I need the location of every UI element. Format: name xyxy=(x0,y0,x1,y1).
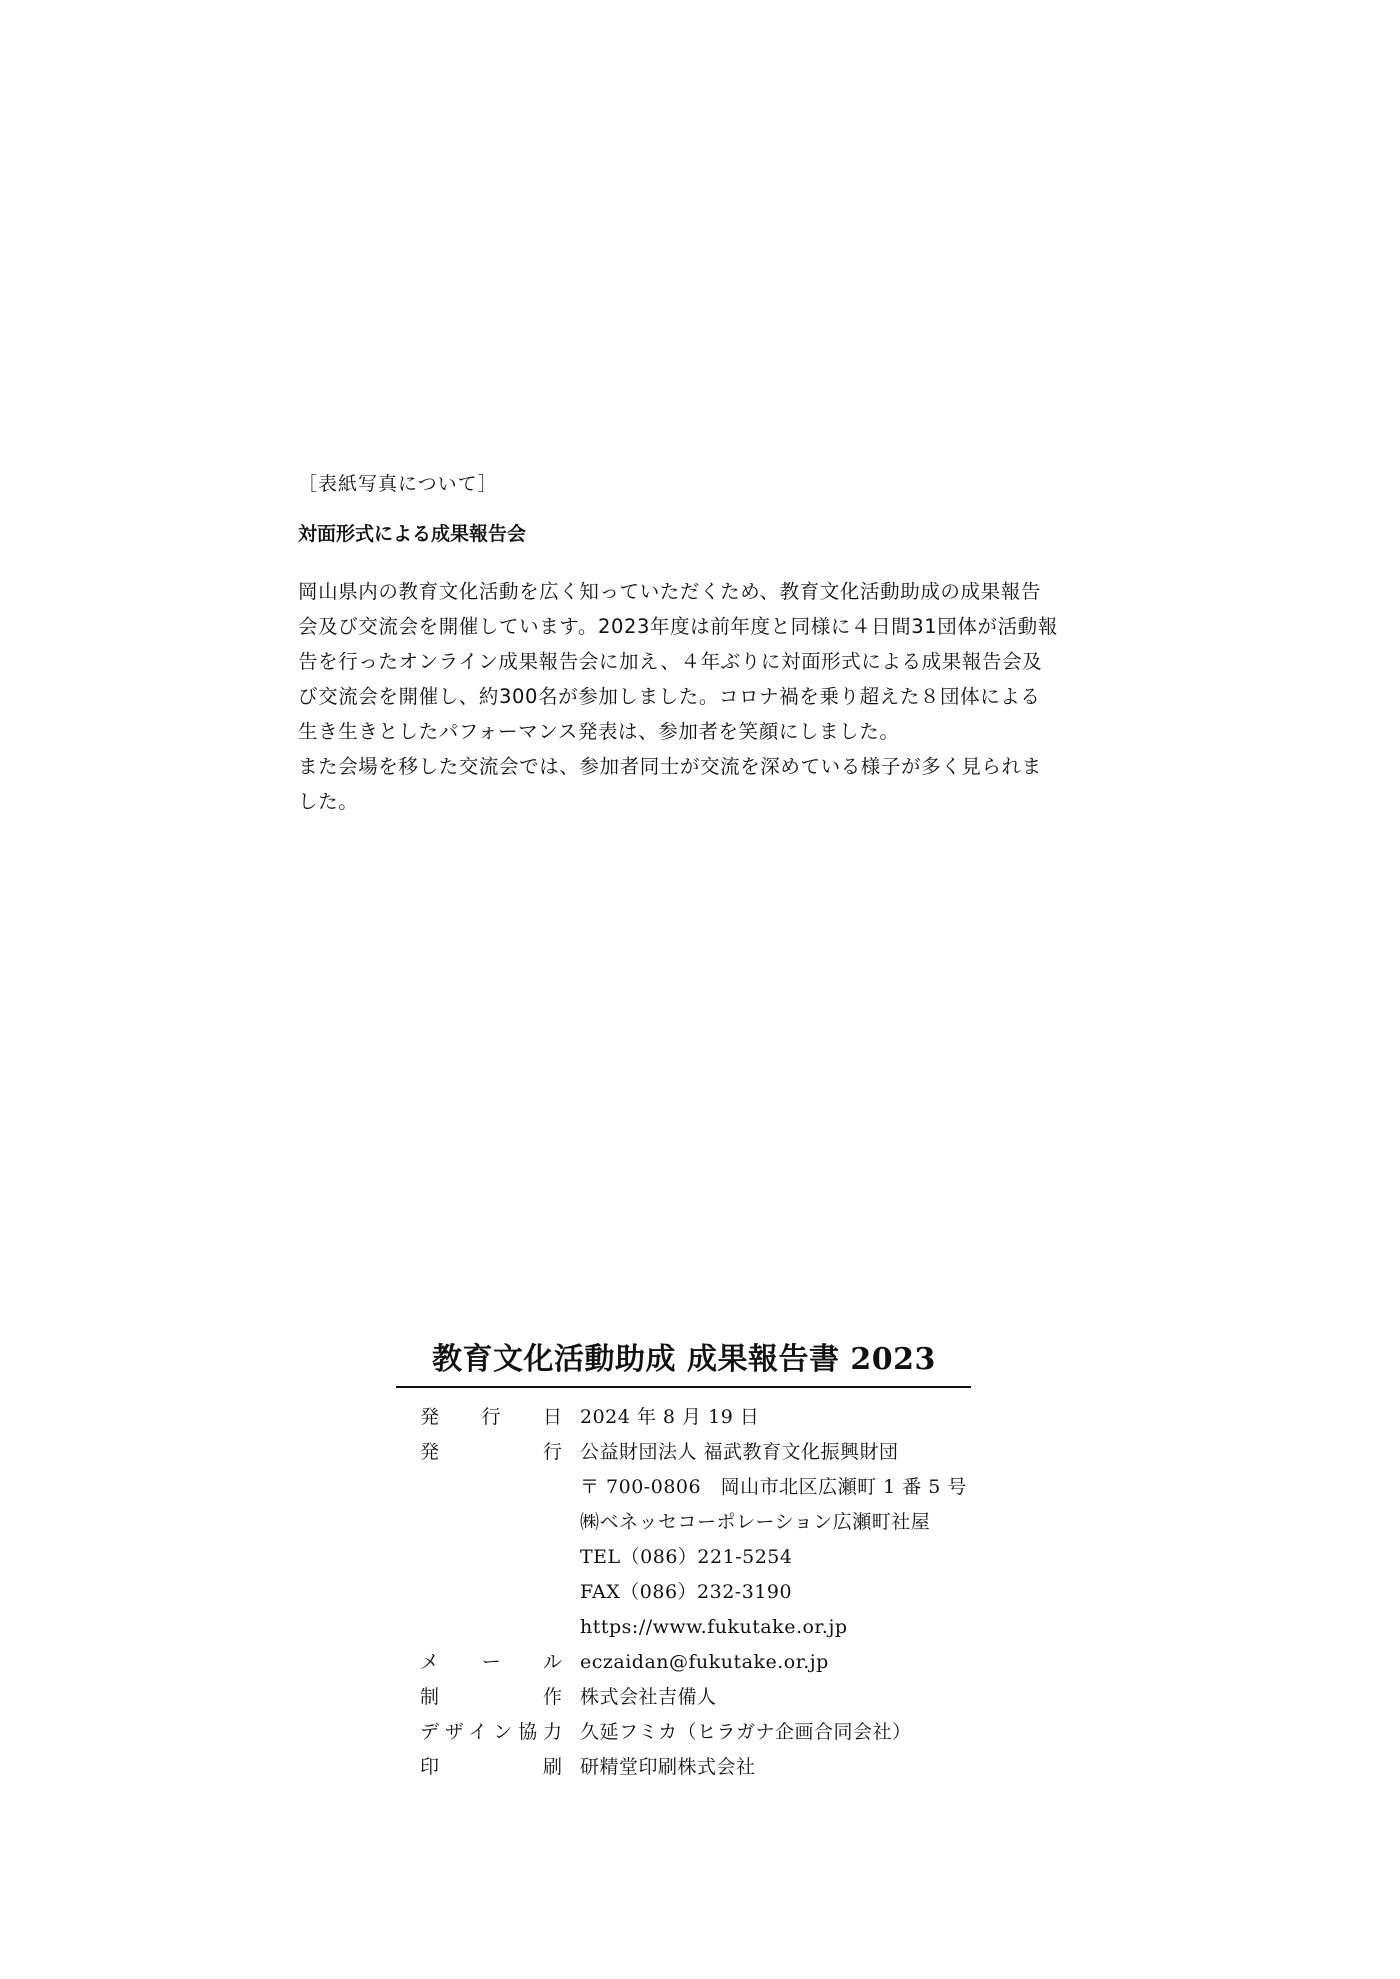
body-line: 会及び交流会を開催しています。2023年度は前年度と同様に４日間31団体が活動報 xyxy=(298,615,1058,638)
colophon-label: デザイン協力 xyxy=(420,1721,562,1743)
title-underline xyxy=(396,1386,971,1388)
body-line: した。 xyxy=(298,790,359,813)
body-line: び交流会を開催し、約300名が参加しました。コロナ禍を乗り超えた８団体による xyxy=(298,685,1041,708)
body-line: 告を行ったオンライン成果報告会に加え、４年ぶりに対面形式による成果報告会及 xyxy=(298,650,1043,673)
report-title: 教育文化活動助成 成果報告書 2023 xyxy=(432,1342,936,1377)
colophon-value: 久延フミカ（ヒラガナ企画合同会社） xyxy=(580,1721,912,1743)
colophon-row-production xyxy=(420,1680,967,1715)
colophon-label xyxy=(420,1505,578,1540)
colophon-row-building xyxy=(420,1505,967,1540)
colophon-value: 株式会社吉備人 xyxy=(580,1686,717,1708)
colophon-value: 2024 年 8 月 19 日 xyxy=(580,1406,760,1428)
colophon-label: メール xyxy=(420,1651,562,1673)
colophon-row-issue-date xyxy=(420,1400,967,1435)
colophon xyxy=(420,1340,980,1785)
colophon-value: ㈱ベネッセコーポレーション広瀬町社屋 xyxy=(580,1511,931,1533)
colophon-row-tel xyxy=(420,1540,967,1575)
cover-note-heading: ［表紙写真について］ xyxy=(298,473,498,495)
colophon-label xyxy=(420,1540,578,1575)
colophon-value: 〒 700-0806 岡山市北区広瀬町 1 番 5 号 xyxy=(580,1476,967,1498)
colophon-value: https://www.fukutake.or.jp xyxy=(580,1616,848,1638)
colophon-label: 印刷 xyxy=(420,1756,562,1778)
colophon-label xyxy=(420,1470,578,1505)
body-line: また会場を移した交流会では、参加者同士が交流を深めている様子が多く見られま xyxy=(298,755,1042,778)
cover-photo-note xyxy=(298,470,1080,819)
colophon-label xyxy=(420,1610,578,1645)
colophon-label: 発行日 xyxy=(420,1406,562,1428)
body-line: 生き生きとしたパフォーマンス発表は、参加者を笑顔にしました。 xyxy=(298,720,900,743)
colophon-row-printing xyxy=(420,1750,967,1785)
colophon-row-fax xyxy=(420,1575,967,1610)
colophon-row-publisher xyxy=(420,1435,967,1470)
colophon-table xyxy=(420,1400,967,1785)
cover-note-subheading: 対面形式による成果報告会 xyxy=(298,523,527,545)
colophon-value: 公益財団法人 福武教育文化振興財団 xyxy=(580,1441,899,1463)
colophon-label: 制作 xyxy=(420,1686,562,1708)
colophon-row-address xyxy=(420,1470,967,1505)
colophon-label: 発行 xyxy=(420,1441,562,1463)
colophon-label xyxy=(420,1575,578,1610)
body-line: 岡山県内の教育文化活動を広く知っていただくため、教育文化活動助成の成果報告 xyxy=(298,580,1041,603)
colophon-row-design xyxy=(420,1715,967,1750)
cover-note-body xyxy=(298,574,1080,819)
colophon-row-email xyxy=(420,1645,967,1680)
colophon-row-website xyxy=(420,1610,967,1645)
colophon-value: TEL（086）221-5254 xyxy=(580,1546,793,1568)
colophon-value: 研精堂印刷株式会社 xyxy=(580,1756,756,1778)
colophon-value: FAX（086）232-3190 xyxy=(580,1581,793,1603)
colophon-value: eczaidan@fukutake.or.jp xyxy=(580,1651,829,1673)
